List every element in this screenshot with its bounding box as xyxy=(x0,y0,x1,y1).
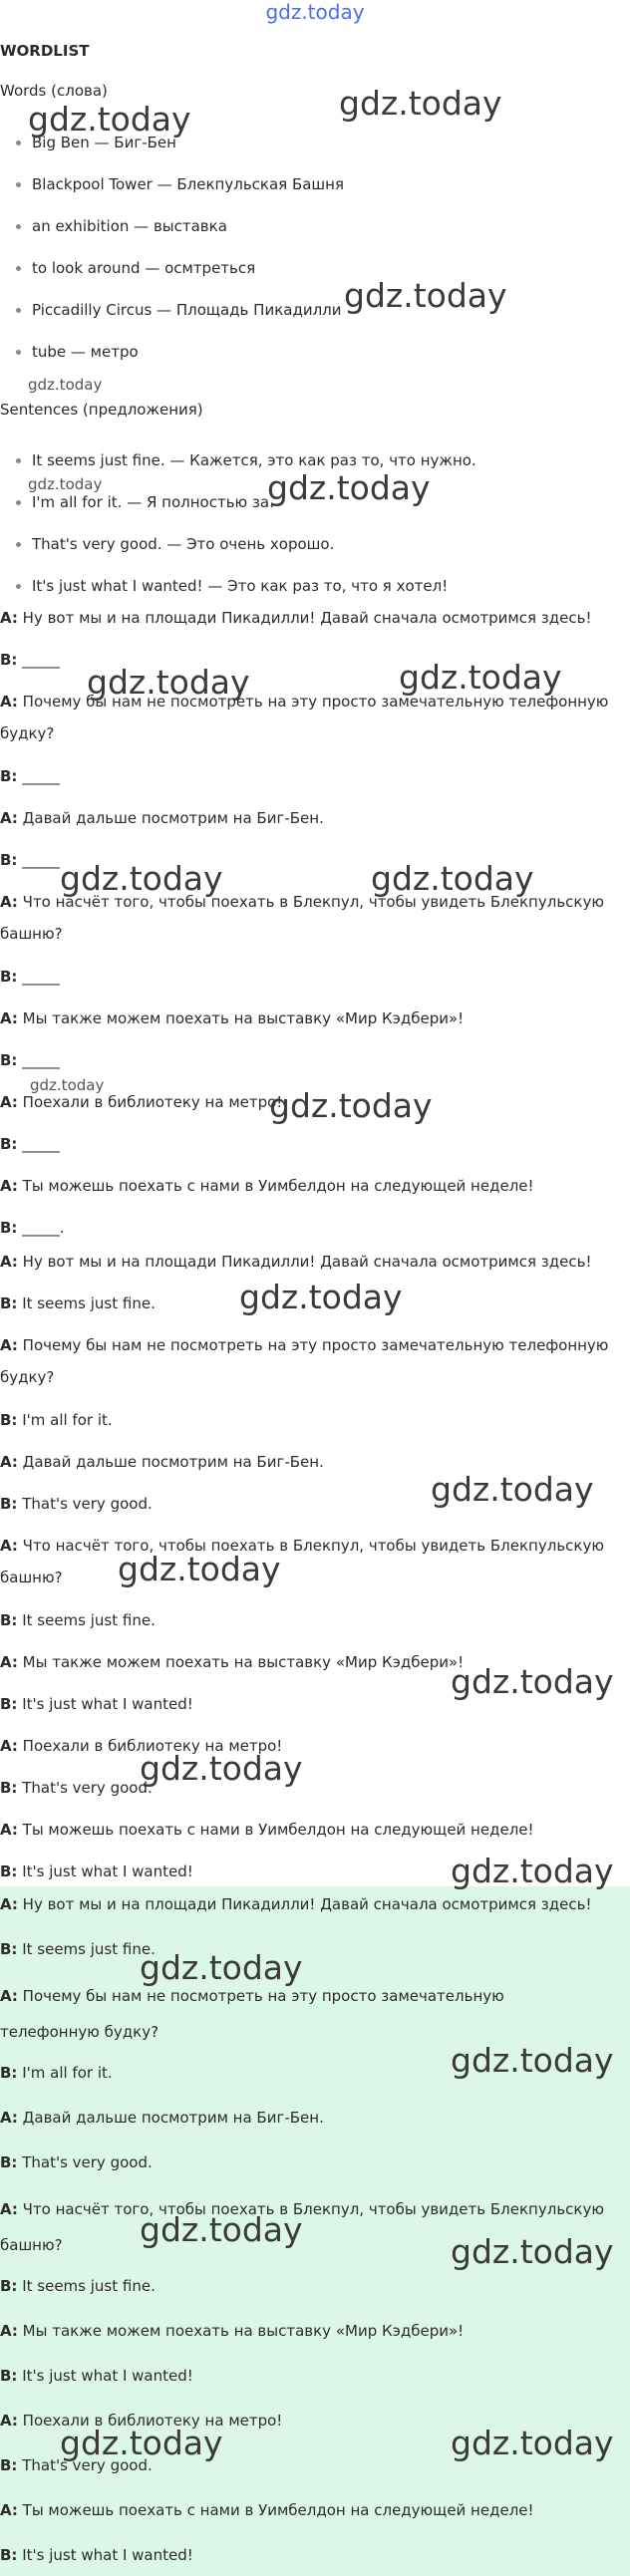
watermark: gdz.today xyxy=(399,658,562,697)
dialogue-line: A: Поехали в библиотеку на метро! xyxy=(0,2412,283,2430)
dialogue-line: B: I'm all for it. xyxy=(0,2064,113,2082)
watermark: gdz.today xyxy=(451,2232,614,2271)
list-item: • Blackpool Tower — Блекпульская Башня xyxy=(32,174,344,216)
watermark: gdz.today xyxy=(344,276,507,315)
watermark: gdz.today xyxy=(451,1852,614,1890)
watermark: gdz.today xyxy=(140,1948,303,1987)
watermark: gdz.today xyxy=(269,1086,433,1125)
dialogue-line: A: Ты можешь поехать с нами в Уимбелдон на следующей неделе! xyxy=(0,2501,534,2519)
list-item: • Big Ben — Биг-Бен xyxy=(32,133,344,174)
dialogue-line: A: Что насчёт того, чтобы поехать в Блекпул, чтобы увидеть Блекпульскую башню? xyxy=(0,2200,604,2254)
watermark: gdz.today xyxy=(60,2424,223,2462)
watermark: gdz.today xyxy=(140,1749,303,1788)
dialogue-line: A: Почему бы нам не посмотреть на эту просто замечательную телефонную будку? xyxy=(0,1987,504,2041)
watermark: gdz.today xyxy=(371,859,534,898)
dialogue-line: B: I'm all for it. xyxy=(0,1411,113,1429)
watermark: gdz.today xyxy=(339,84,502,123)
watermark: gdz.today xyxy=(87,663,250,702)
dialogue-line: B: It seems just fine. xyxy=(0,1611,156,1629)
watermark: gdz.today xyxy=(28,100,191,139)
dialogue-line: A: Мы также можем поехать на выставку «Мир Кэдбери»! xyxy=(0,1653,465,1671)
dialogue-line: A: Поехали в библиотеку на метро! xyxy=(0,1093,283,1111)
dialogue-line: A: Ты можешь поехать с нами в Уимбелдон на следующей неделе! xyxy=(0,1821,534,1839)
list-item: • to look around — осмтреться xyxy=(32,258,344,300)
dialogue-line: A: Что насчёт того, чтобы поехать в Блекпул, чтобы увидеть Блекпульскую башню? xyxy=(0,1537,604,1586)
watermark: gdz.today xyxy=(451,1662,614,1701)
dialogue-line: B: It seems just fine. xyxy=(0,1294,156,1312)
dialogue-line: A: Ну вот мы и на площади Пикадилли! Давай сначала осмотримся здесь! xyxy=(0,1253,592,1271)
dialogue-line: B: _____ xyxy=(0,1135,60,1153)
dialogue-line: B: It seems just fine. xyxy=(0,1940,156,1958)
list-item: • tube — метро xyxy=(32,342,344,384)
list-item: • It seems just fine. — Кажется, это как раз то, что нужно. xyxy=(32,450,476,492)
dialogue-line: B: That's very good. xyxy=(0,1779,153,1797)
dialogue-line: B: That's very good. xyxy=(0,2153,153,2171)
watermark: gdz.today xyxy=(431,1470,594,1509)
watermark: gdz.today xyxy=(28,475,103,493)
dialogue-line: B: _____ xyxy=(0,1051,60,1069)
dialogue-line: A: Ну вот мы и на площади Пикадилли! Давай сначала осмотримся здесь! xyxy=(0,1895,592,1913)
dialogue-line: A: Ты можешь поехать с нами в Уимбелдон на следующей неделе! xyxy=(0,1177,534,1195)
site-logo[interactable]: gdz.today xyxy=(265,0,365,24)
list-item: • It's just what I wanted! — Это как раз то, что я хотел! xyxy=(32,576,476,618)
watermark: gdz.today xyxy=(30,1076,105,1094)
dialogue-line: A: Давай дальше посмотрим на Биг-Бен. xyxy=(0,809,324,827)
list-item: • Piccadilly Circus — Площадь Пикадилли xyxy=(32,300,344,342)
dialogue-line: B: It's just what I wanted! xyxy=(0,2546,193,2564)
list-item: • an exhibition — выставка xyxy=(32,216,344,258)
watermark: gdz.today xyxy=(28,376,103,394)
dialogue-line: B: It's just what I wanted! xyxy=(0,2367,193,2385)
watermark: gdz.today xyxy=(239,1278,403,1316)
dialogue-line: B: _____. xyxy=(0,1219,65,1237)
dialogue-line: A: Поехали в библиотеку на метро! xyxy=(0,1737,283,1755)
dialogue-line: A: Почему бы нам не посмотреть на эту просто замечательную телефонную будку? xyxy=(0,693,609,742)
watermark: gdz.today xyxy=(451,2424,614,2462)
dialogue-line: B: _____ xyxy=(0,651,60,669)
list-item: • I'm all for it. — Я полностью за. xyxy=(32,492,476,534)
dialogue-line: B: It seems just fine. xyxy=(0,2277,156,2295)
dialogue-line: A: Ну вот мы и на площади Пикадилли! Давай сначала осмотримся здесь! xyxy=(0,609,592,627)
dialogue-line: A: Мы также можем поехать на выставку «Мир Кэдбери»! xyxy=(0,1009,465,1027)
dialogue-line: B: That's very good. xyxy=(0,1495,153,1513)
words-heading: Words (слова) xyxy=(0,82,108,100)
list-item: • That's very good. — Это очень хорошо. xyxy=(32,534,476,576)
dialogue-line: B: That's very good. xyxy=(0,2456,153,2474)
dialogue-line: A: Давай дальше посмотрим на Биг-Бен. xyxy=(0,2109,324,2127)
dialogue-line: A: Почему бы нам не посмотреть на эту просто замечательную телефонную будку? xyxy=(0,1336,609,1386)
dialogue-line: B: _____ xyxy=(0,968,60,986)
sentences-heading: Sentences (предложения) xyxy=(0,401,203,419)
dialogue-line: A: Что насчёт того, чтобы поехать в Блекпул, чтобы увидеть Блекпульскую башню? xyxy=(0,893,604,943)
watermark: gdz.today xyxy=(60,859,223,898)
watermark: gdz.today xyxy=(451,2041,614,2080)
dialogue-line: B: _____ xyxy=(0,767,60,785)
wordlist-title: WORDLIST xyxy=(0,42,90,60)
watermark: gdz.today xyxy=(140,2210,303,2249)
watermark: gdz.today xyxy=(267,468,431,507)
dialogue-line: A: Мы также можем поехать на выставку «Мир Кэдбери»! xyxy=(0,2322,465,2340)
dialogue-line: A: Давай дальше посмотрим на Биг-Бен. xyxy=(0,1453,324,1471)
dialogue-line: B: _____ xyxy=(0,851,60,869)
words-list xyxy=(10,133,344,384)
watermark: gdz.today xyxy=(118,1550,281,1588)
dialogue-line: B: It's just what I wanted! xyxy=(0,1695,193,1713)
dialogue-line: B: It's just what I wanted! xyxy=(0,1862,193,1880)
